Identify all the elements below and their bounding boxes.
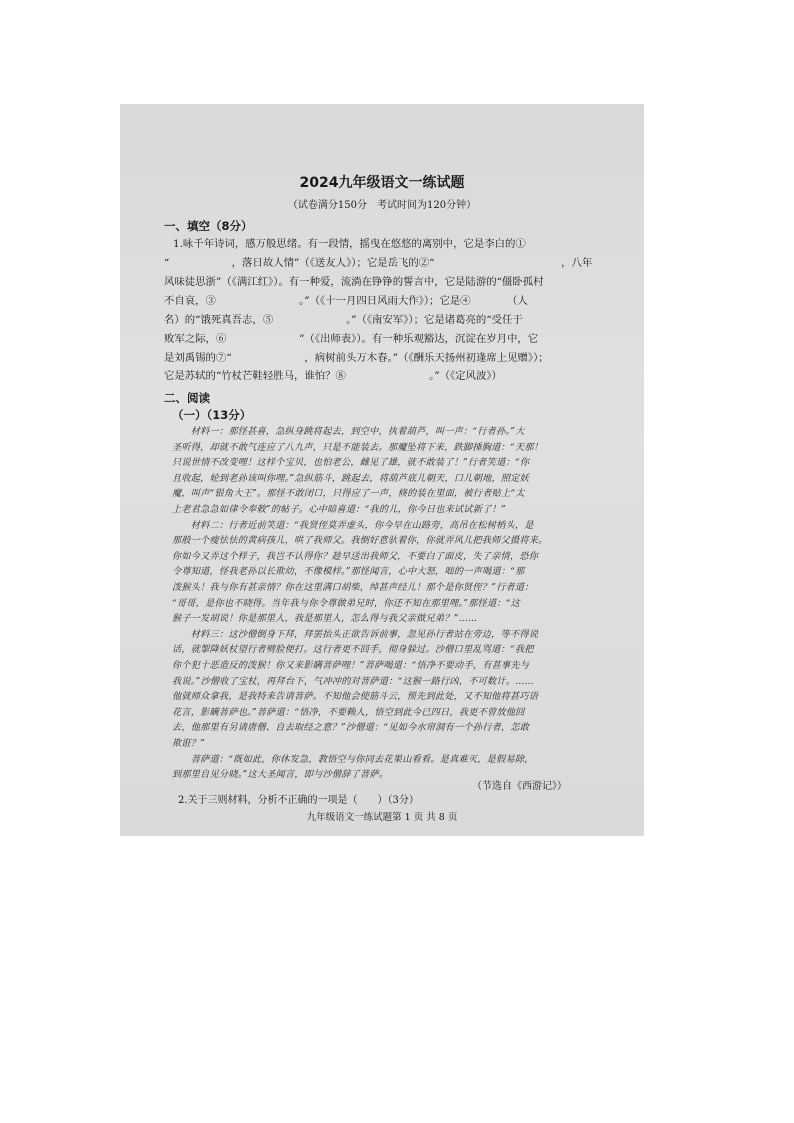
passage-line: 只说世情不改变哩！这样个宝贝，也怕老公，雌见了雄，就不敢装了！”行者笑道：“你 [172, 457, 530, 469]
question-line: 1.咏千年诗词，感万般思绪。有一段情，摇曳在悠悠的离别中，它是李白的① [173, 238, 526, 250]
passage-line: 猴子一发胡说！你是那里人，我是那里人，怎么得与我父亲做兄弟？”…… [172, 613, 478, 625]
question-line: 风味徒思浙”（《满江红》）。有一种爱，流淌在铮铮的誓言中，它是陆游的“僵卧孤村 [164, 276, 544, 288]
passage-line: 花言，影瞒菩萨也。”菩萨道：“悟净，不要赖人，悟空到此今已四日，我更不曾放他回 [172, 706, 525, 718]
question-line: ，八年 [478, 257, 593, 269]
passage-line: 且收起，轮到老孙该叫你哩。”急纵筋斗，跳起去，将葫芦底儿朝天，口儿朝地，照定妖 [172, 472, 530, 484]
question-line: 它是苏轼的“竹杖芒鞋轻胜马，谁怕？⑧ 。”（《定风波》） [164, 370, 502, 382]
page-footer: 九年级语文一练试题第 1 页 共 8 页 [306, 812, 458, 823]
passage-line: 材料二：行者近前笑道：“我贤侄莫弄虚头，你今早在山路旁，高吊在松树梢头，是 [172, 519, 534, 531]
passage-line: 你如今又弄这个样子，我岂不认得你？趁早送出我师父，不要白了面皮，失了亲情，恐你 [172, 550, 539, 562]
section-heading-reading: 二、阅读 [164, 391, 210, 405]
question-line: 败军之际，⑥ ”（《出师表》）。有一种乐观豁达，沉淀在岁月中，它 [164, 333, 539, 345]
question-line: 名）的“饿死真吾志，⑤ 。”（《南安军》）；它是诸葛亮的“受任于 [164, 314, 523, 326]
question-2-text: 2.关于三则材料，分析不正确的一项是（ ）（3分） [178, 795, 419, 806]
passage-line: 上老君急急如律令奉敕”的帖子。心中暗喜道：“我的儿，你今日也来试试新了！” [172, 504, 506, 515]
section-heading-fill-blank: 一、填空（8分） [164, 219, 253, 233]
passage-line: 我说。”沙僧收了宝杖，再拜台下，气冲冲的对菩萨道：“这猴一路行凶，不可数计。…… [172, 675, 534, 687]
exam-page-photo [120, 104, 644, 836]
passage-line: 去，他那里有另请唐僧、自去取经之意？”沙僧道：“见如今水帘洞有一个孙行者，怎敢 [172, 722, 530, 734]
passage-line: 到那里自见分晓。”这大圣闻言，即与沙僧辞了菩萨。 [172, 769, 389, 781]
passage-line: 那般一个瘦怯怯的黄病孩儿，哄了我师父。我倒好意驮着你，你就弄风儿把我师父摄将来。 [172, 535, 548, 547]
passage-line: “哥哥，是你也不晓得。当年我与你令尊做弟兄时，你还不知在那里哩。”那怪道：“这 [172, 597, 521, 609]
question-line: 是刘禹锡的⑦“ ，病树前头万木春。”（《酬乐天扬州初逢席上见赠》）； [164, 352, 549, 364]
passage-line: 魔，叫声“银角大王”。那怪不敢闭口，只得应了一声，倏的装在里面，被行者贴上“太 [172, 488, 525, 500]
passage-line: 话，就掣降妖杖望行者劈脸便打。这行者更不回手，彻身躲过。沙僧口里乱骂道：“我把 [172, 644, 534, 656]
passage-line: 材料一：那怪甚喜，急纵身跳将起去，到空中，执着葫芦，叫一声：“行者孙。”大 [172, 426, 525, 437]
question-line: “ ，落日故人情”（《送友人》）；它是岳飞的②“ [164, 257, 435, 269]
page-subtitle: （试卷满分150分 考试时间为120分钟） [287, 200, 477, 211]
passage-line: 材料三：这沙僧倒身下拜，拜罢抬头正欲告诉前事，忽见孙行者站在旁边，等不得说 [172, 628, 539, 640]
passage-line: 你个犯十恶造反的泼猴！你又来影瞒菩萨哩！”菩萨喝道：“悟净不要动手，有甚事先与 [172, 660, 530, 671]
section-subheading: （一）（13分） [172, 408, 252, 422]
passage-line: 他就师众拿我，是我特来告请菩萨。不知他会使筋斗云，预先到此处，又不知他将甚巧语 [172, 691, 539, 703]
passage-line: 令尊知道，怪我老孙以长欺幼，不像模样。”那怪闻言，心中大怒，咄的一声喝道：“那 [172, 566, 525, 578]
passage-line: 欺诳？” [172, 738, 206, 749]
passage-line: 菩萨道：“既如此，你休发急，教悟空与你同去花果山看看。是真难灭，是假易除， [172, 753, 534, 765]
page-title: 2024九年级语文一练试题 [299, 175, 465, 191]
passage-line: 泼猴头！我与你有甚亲情？你在这里满口胡柴，绰甚声经儿！那个是你贤侄？”行者道： [172, 582, 534, 593]
question-line: 不自哀，③ 。”（《十一月四日风雨大作》）；它是④ （人 [164, 295, 528, 307]
passage-source: （节选自《西游记》） [472, 781, 567, 792]
passage-line: 圣听得，却就不敢气连应了八九声，只是不能装去。那魔坠将下来，跌脚捶胸道：“天那！ [172, 441, 544, 453]
